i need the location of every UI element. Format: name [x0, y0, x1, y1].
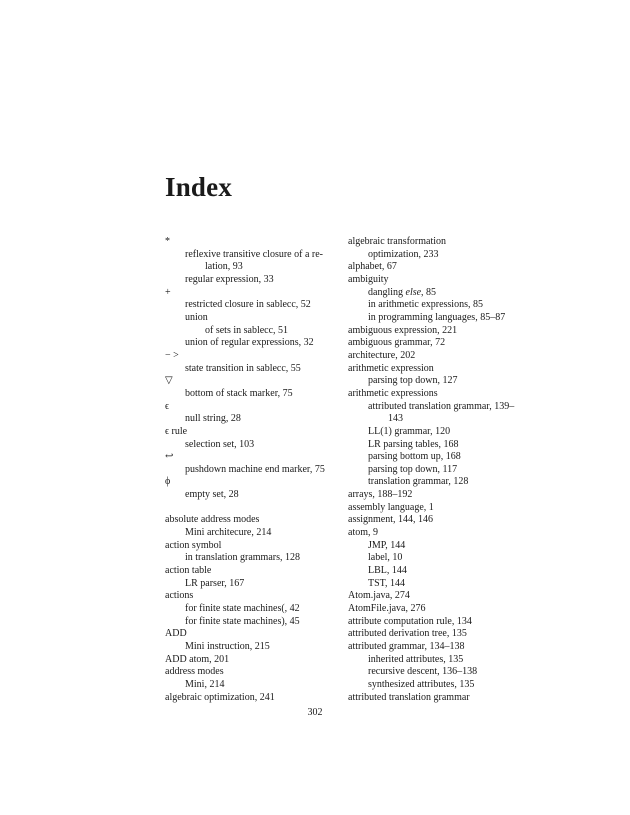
index-entry: ambiguity [348, 273, 389, 285]
index-entry: attribute computation rule, 134 [348, 615, 472, 627]
index-entry: actions [165, 590, 194, 602]
index-entry: ϵ [165, 400, 170, 412]
index-entry: ϵ rule [165, 425, 188, 437]
index-entry: − > [165, 349, 179, 361]
index-subentry: recursive descent, 136–138 [368, 666, 478, 678]
index-entry: ambiguous grammar, 72 [348, 337, 446, 349]
index-entry: assembly language, 1 [348, 501, 434, 513]
index-subentry: parsing top down, 117 [368, 463, 458, 475]
index-subentry: LR parser, 167 [185, 577, 245, 589]
index-subentry: synthesized attributes, 135 [368, 678, 475, 690]
index-subentry: for finite state machines), 45 [185, 615, 300, 627]
index-entry: absolute address modes [165, 514, 260, 526]
index-subentry: restricted closure in sablecc, 52 [185, 299, 311, 311]
index-subentry: Mini, 214 [185, 678, 225, 690]
index-subentry: pushdown machine end marker, 75 [185, 463, 325, 475]
index-entry: ϕ [165, 476, 171, 488]
index-subentry: Mini instruction, 215 [185, 640, 270, 652]
index-entry: ADD [165, 628, 187, 640]
page-number: 302 [307, 707, 323, 718]
index-entry: assignment, 144, 146 [348, 514, 433, 526]
index-entry: action symbol [165, 539, 222, 551]
index-subentry: bottom of stack marker, 75 [185, 387, 293, 399]
page-title: Index [165, 172, 233, 202]
index-entry: Atom.java, 274 [348, 590, 410, 602]
index-subentry: inherited attributes, 135 [368, 653, 464, 665]
index-subentry: LBL, 144 [368, 565, 407, 577]
index-entry: ADD atom, 201 [165, 653, 230, 665]
index-entry: arithmetic expressions [348, 387, 438, 399]
index-subentry: Mini architecure, 214 [185, 527, 272, 539]
index-subentry: LL(1) grammar, 120 [368, 425, 451, 437]
index-subentry: regular expression, 33 [185, 273, 274, 285]
index-spacer [165, 502, 340, 515]
index-subentry: label, 10 [368, 552, 403, 564]
index-entry: AtomFile.java, 276 [348, 603, 426, 615]
index-subentry: TST, 144 [368, 577, 406, 589]
index-subentry: selection set, 103 [185, 438, 255, 450]
index-entry: ↩ [165, 451, 174, 463]
index-entry: alphabet, 67 [348, 261, 397, 273]
index-entry: + [165, 286, 171, 298]
index-subentry: in arithmetic expressions, 85 [368, 299, 483, 311]
index-subentry: state transition in sablecc, 55 [185, 362, 301, 374]
index-entry: action table [165, 565, 212, 577]
index-subentry: attributed translation grammar, 139– [368, 400, 515, 412]
index-entry: arrays, 188–192 [348, 489, 413, 501]
index-entry: algebraic transformation [348, 236, 447, 247]
index-subentry: in translation grammars, 128 [185, 552, 300, 564]
index-subentry: parsing bottom up, 168 [368, 451, 461, 463]
index-entry: attributed grammar, 134–138 [348, 641, 465, 652]
index-subentry: empty set, 28 [185, 489, 239, 501]
index-column-right [348, 236, 528, 704]
index-subentry: reflexive transitive closure of a re- [185, 248, 323, 260]
index-entry: arithmetic expression [348, 362, 434, 374]
index-subentry: dangling else, 85 [368, 286, 437, 298]
index-entry: address modes [165, 666, 224, 678]
index-subentry: JMP, 144 [368, 539, 406, 551]
index-subentry: in programming languages, 85–87 [368, 311, 506, 323]
index-entry-italic: else [405, 286, 422, 298]
index-subentry: 143 [388, 413, 403, 425]
index-subentry: null string, 28 [185, 413, 241, 425]
index-subentry: lation, 93 [205, 261, 243, 273]
index-entry: architecture, 202 [348, 349, 416, 361]
index-entry: * [165, 236, 170, 247]
index-subentry: translation grammar, 128 [368, 476, 469, 488]
index-column-left [165, 236, 340, 704]
index-entry: algebraic optimization, 241 [165, 691, 275, 703]
index-subentry: parsing top down, 127 [368, 375, 458, 387]
index-subentry: for finite state machines(, 42 [185, 603, 300, 615]
index-subentry: of sets in sablecc, 51 [205, 324, 289, 336]
index-entry: ambiguous expression, 221 [348, 324, 458, 336]
index-entry: attributed derivation tree, 135 [348, 628, 467, 640]
index-entry: ▽ [165, 375, 173, 387]
index-subentry: union [185, 311, 208, 323]
index-entry: atom, 9 [348, 527, 378, 539]
index-subentry: optimization, 233 [368, 248, 439, 260]
index-subentry: union of regular expressions, 32 [185, 337, 314, 349]
index-entry: attributed translation grammar [348, 691, 470, 703]
index-subentry: LR parsing tables, 168 [368, 438, 459, 450]
